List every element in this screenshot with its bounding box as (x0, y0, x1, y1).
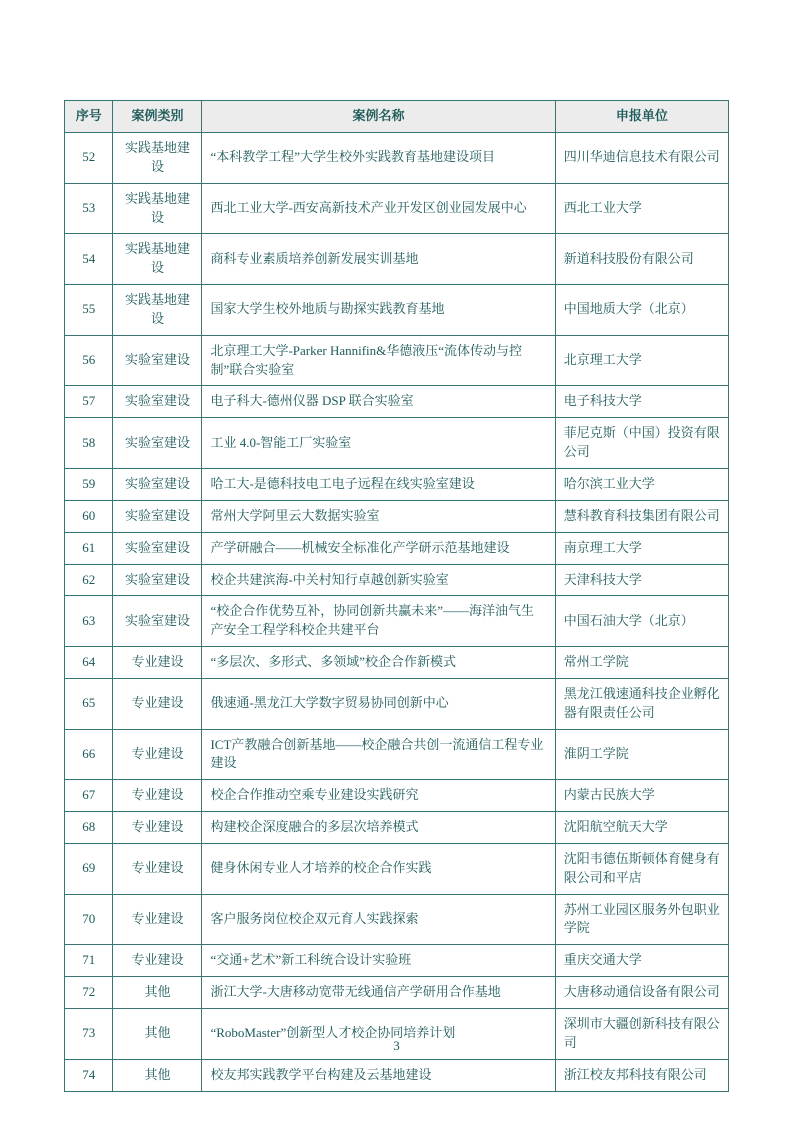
applicant-org-cell: 哈尔滨工业大学 (555, 468, 728, 500)
case-number-cell: 69 (65, 843, 113, 894)
case-name-cell: “校企合作优势互补，协同创新共赢未来”——海洋油气生产安全工程学科校企共建平台 (202, 596, 555, 647)
table-row (65, 780, 729, 812)
applicant-org-cell: 沈阳航空航天大学 (555, 812, 728, 844)
applicant-org-cell: 中国石油大学（北京） (555, 596, 728, 647)
table-row (65, 183, 729, 234)
case-name-cell: 校企合作推动空乘专业建设实践研究 (202, 780, 555, 812)
case-category-cell: 实验室建设 (113, 386, 202, 418)
case-number-cell: 64 (65, 647, 113, 679)
case-name-cell: 电子科大-德州仪器 DSP 联合实验室 (202, 386, 555, 418)
case-number-cell: 63 (65, 596, 113, 647)
case-name-cell: 构建校企深度融合的多层次培养模式 (202, 812, 555, 844)
case-number-cell: 58 (65, 418, 113, 469)
table-row (65, 418, 729, 469)
table-body (65, 133, 729, 1092)
case-name-cell: “本科教学工程”大学生校外实践教育基地建设项目 (202, 133, 555, 184)
column-header: 序号 (65, 101, 113, 133)
table-row (65, 335, 729, 386)
case-number-cell: 59 (65, 468, 113, 500)
case-category-cell: 实践基地建设 (113, 133, 202, 184)
applicant-org-cell: 新道科技股份有限公司 (555, 234, 728, 285)
case-name-cell: 校企共建滨海-中关村知行卓越创新实验室 (202, 564, 555, 596)
table-row (65, 1059, 729, 1091)
case-category-cell: 其他 (113, 1059, 202, 1091)
case-name-cell: 工业 4.0-智能工厂实验室 (202, 418, 555, 469)
page-number: 3 (393, 1038, 400, 1053)
case-category-cell: 专业建设 (113, 647, 202, 679)
applicant-org-cell: 慧科教育科技集团有限公司 (555, 500, 728, 532)
case-number-cell: 62 (65, 564, 113, 596)
table-row (65, 596, 729, 647)
case-number-cell: 52 (65, 133, 113, 184)
case-category-cell: 专业建设 (113, 780, 202, 812)
case-category-cell: 实践基地建设 (113, 234, 202, 285)
case-number-cell: 72 (65, 977, 113, 1009)
case-category-cell: 专业建设 (113, 812, 202, 844)
table-header-row (65, 101, 729, 133)
table-row (65, 843, 729, 894)
case-number-cell: 61 (65, 532, 113, 564)
applicant-org-cell: 苏州工业园区服务外包职业学院 (555, 894, 728, 945)
table-row (65, 894, 729, 945)
case-name-cell: “RoboMaster”创新型人才校企协同培养计划 (202, 1009, 555, 1060)
case-category-cell: 其他 (113, 1009, 202, 1060)
cases-table (64, 100, 729, 1092)
case-category-cell: 专业建设 (113, 843, 202, 894)
table-row (65, 468, 729, 500)
applicant-org-cell: 常州工学院 (555, 647, 728, 679)
column-header: 案例名称 (202, 101, 555, 133)
case-category-cell: 实践基地建设 (113, 183, 202, 234)
applicant-org-cell: 重庆交通大学 (555, 945, 728, 977)
case-name-cell: 健身休闲专业人才培养的校企合作实践 (202, 843, 555, 894)
table-row (65, 234, 729, 285)
case-number-cell: 65 (65, 678, 113, 729)
case-category-cell: 实验室建设 (113, 468, 202, 500)
case-number-cell: 55 (65, 285, 113, 336)
applicant-org-cell: 北京理工大学 (555, 335, 728, 386)
table-row (65, 812, 729, 844)
case-category-cell: 实验室建设 (113, 335, 202, 386)
table-row (65, 977, 729, 1009)
case-number-cell: 53 (65, 183, 113, 234)
table-row (65, 729, 729, 780)
case-name-cell: 哈工大-是德科技电工电子远程在线实验室建设 (202, 468, 555, 500)
case-category-cell: 实验室建设 (113, 418, 202, 469)
case-number-cell: 57 (65, 386, 113, 418)
case-name-cell: “多层次、多形式、多领域”校企合作新模式 (202, 647, 555, 679)
case-category-cell: 专业建设 (113, 945, 202, 977)
case-category-cell: 实验室建设 (113, 596, 202, 647)
case-category-cell: 专业建设 (113, 894, 202, 945)
case-name-cell: 常州大学阿里云大数据实验室 (202, 500, 555, 532)
case-name-cell: 北京理工大学-Parker Hannifin&华德液压“流体传动与控制”联合实验室 (202, 335, 555, 386)
applicant-org-cell: 菲尼克斯（中国）投资有限公司 (555, 418, 728, 469)
applicant-org-cell: 南京理工大学 (555, 532, 728, 564)
applicant-org-cell: 大唐移动通信设备有限公司 (555, 977, 728, 1009)
case-number-cell: 66 (65, 729, 113, 780)
case-category-cell: 专业建设 (113, 729, 202, 780)
case-number-cell: 56 (65, 335, 113, 386)
case-number-cell: 70 (65, 894, 113, 945)
case-name-cell: “交通+艺术”新工科统合设计实验班 (202, 945, 555, 977)
case-number-cell: 60 (65, 500, 113, 532)
applicant-org-cell: 天津科技大学 (555, 564, 728, 596)
applicant-org-cell: 中国地质大学（北京） (555, 285, 728, 336)
applicant-org-cell: 电子科技大学 (555, 386, 728, 418)
column-header: 案例类别 (113, 101, 202, 133)
applicant-org-cell: 淮阴工学院 (555, 729, 728, 780)
case-number-cell: 68 (65, 812, 113, 844)
case-number-cell: 67 (65, 780, 113, 812)
case-name-cell: 西北工业大学-西安高新技术产业开发区创业园发展中心 (202, 183, 555, 234)
applicant-org-cell: 内蒙古民族大学 (555, 780, 728, 812)
table-row (65, 945, 729, 977)
applicant-org-cell: 西北工业大学 (555, 183, 728, 234)
case-name-cell: 浙江大学-大唐移动宽带无线通信产学研用合作基地 (202, 977, 555, 1009)
case-name-cell: 商科专业素质培养创新发展实训基地 (202, 234, 555, 285)
applicant-org-cell: 深圳市大疆创新科技有限公司 (555, 1009, 728, 1060)
case-category-cell: 专业建设 (113, 678, 202, 729)
case-category-cell: 实验室建设 (113, 564, 202, 596)
case-category-cell: 实验室建设 (113, 532, 202, 564)
applicant-org-cell: 沈阳韦德伍斯顿体育健身有限公司和平店 (555, 843, 728, 894)
table-row (65, 532, 729, 564)
table-row (65, 500, 729, 532)
table-row (65, 647, 729, 679)
case-category-cell: 其他 (113, 977, 202, 1009)
case-number-cell: 73 (65, 1009, 113, 1060)
case-name-cell: ICT产教融合创新基地——校企融合共创一流通信工程专业建设 (202, 729, 555, 780)
case-number-cell: 71 (65, 945, 113, 977)
applicant-org-cell: 浙江校友邦科技有限公司 (555, 1059, 728, 1091)
table-row (65, 564, 729, 596)
case-name-cell: 国家大学生校外地质与勘探实践教育基地 (202, 285, 555, 336)
applicant-org-cell: 四川华迪信息技术有限公司 (555, 133, 728, 184)
table-row (65, 678, 729, 729)
case-name-cell: 俄速通-黑龙江大学数字贸易协同创新中心 (202, 678, 555, 729)
column-header: 申报单位 (555, 101, 728, 133)
applicant-org-cell: 黑龙江俄速通科技企业孵化器有限责任公司 (555, 678, 728, 729)
case-number-cell: 74 (65, 1059, 113, 1091)
case-number-cell: 54 (65, 234, 113, 285)
case-name-cell: 校友邦实践教学平台构建及云基地建设 (202, 1059, 555, 1091)
case-name-cell: 客户服务岗位校企双元育人实践探索 (202, 894, 555, 945)
case-category-cell: 实践基地建设 (113, 285, 202, 336)
table-row (65, 386, 729, 418)
table-row (65, 285, 729, 336)
case-name-cell: 产学研融合——机械安全标准化产学研示范基地建设 (202, 532, 555, 564)
table-row (65, 133, 729, 184)
case-category-cell: 实验室建设 (113, 500, 202, 532)
